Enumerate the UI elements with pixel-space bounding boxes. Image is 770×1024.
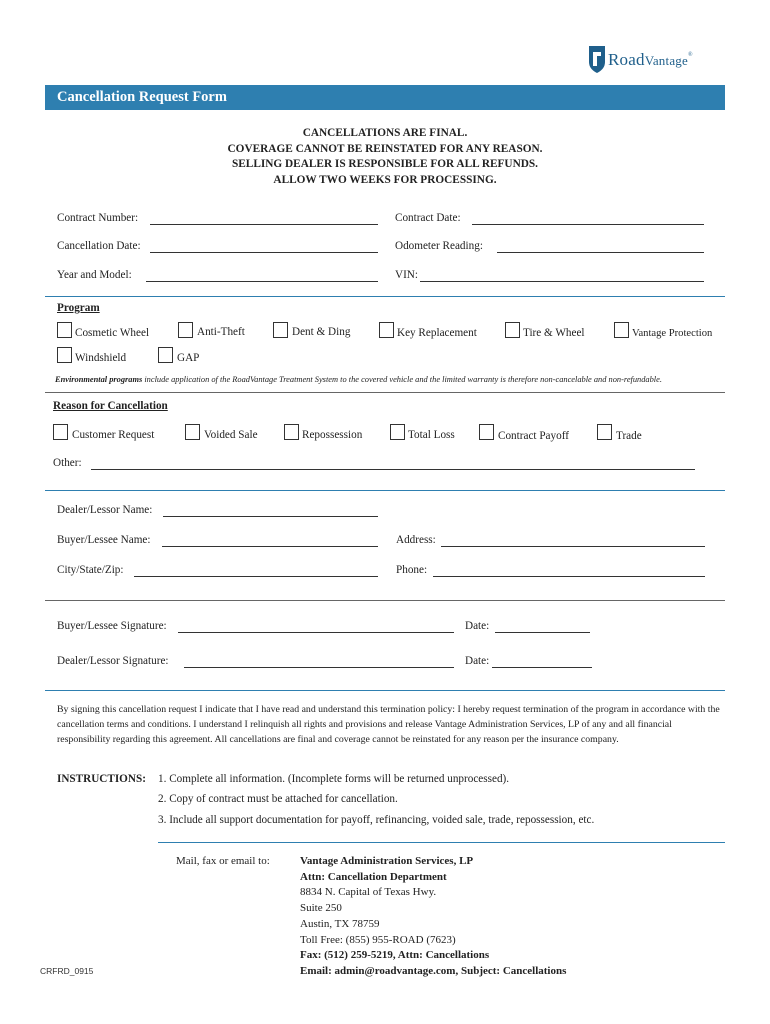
logo-wordmark: RoadVantage® xyxy=(608,50,693,69)
notice-line: SELLING DEALER IS RESPONSIBLE FOR ALL REFUNDS. xyxy=(231,158,539,171)
buyer-date-field[interactable] xyxy=(495,632,590,633)
dealer-date-label: Date: xyxy=(465,655,490,667)
divider xyxy=(45,392,725,393)
odometer-reading-label: Odometer Reading: xyxy=(395,240,483,252)
dealer-signature-field[interactable] xyxy=(184,667,454,668)
environmental-programs-note: Environmental programs include application of the RoadVantage Treatment System to the covered vehicle and the limited warranty is therefore non-cancelable and non-refundable. xyxy=(55,375,662,384)
roadvantage-logo xyxy=(586,44,732,78)
customer-request-label: Customer Request xyxy=(72,429,155,441)
windshield-label: Windshield xyxy=(75,352,127,364)
voided-sale-label: Voided Sale xyxy=(204,429,258,441)
instruction-item: 2. Copy of contract must be attached for cancellation. xyxy=(158,793,398,805)
dealer-signature-label: Dealer/Lessor Signature: xyxy=(57,655,169,667)
address-field[interactable] xyxy=(441,546,705,547)
dent-ding-checkbox[interactable] xyxy=(273,322,288,338)
city-state-zip-label: City/State/Zip: xyxy=(57,564,124,576)
reason-section-title: Reason for Cancellation xyxy=(53,400,168,412)
buyer-signature-label: Buyer/Lessee Signature: xyxy=(57,620,167,632)
address-attn: Attn: Cancellation Department xyxy=(300,870,447,883)
vin-label: VIN: xyxy=(395,269,418,281)
year-model-label: Year and Model: xyxy=(57,269,132,281)
address-toll-free: Toll Free: (855) 955-ROAD (7623) xyxy=(300,933,456,946)
trade-checkbox[interactable] xyxy=(597,424,612,440)
trade-label: Trade xyxy=(616,430,642,442)
anti-theft-label: Anti-Theft xyxy=(197,326,245,338)
contract-number-field[interactable] xyxy=(150,224,378,225)
buyer-date-label: Date: xyxy=(465,620,490,632)
city-state-zip-field[interactable] xyxy=(134,576,378,577)
instruction-item: 1. Complete all information. (Incomplete forms will be returned unprocessed). xyxy=(158,773,510,785)
contract-number-label: Contract Number: xyxy=(57,212,139,224)
vantage-protection-label: Vantage Protection xyxy=(632,328,713,339)
address-fax: Fax: (512) 259-5219, Attn: Cancellations xyxy=(300,949,490,962)
address-city: Austin, TX 78759 xyxy=(300,917,380,930)
buyer-name-field[interactable] xyxy=(162,546,378,547)
vantage-protection-checkbox[interactable] xyxy=(614,322,629,338)
other-field[interactable] xyxy=(91,469,695,470)
form-title-bar xyxy=(45,85,725,110)
shield-logo-icon xyxy=(586,44,608,74)
odometer-reading-field[interactable] xyxy=(497,252,704,253)
instructions-label: INSTRUCTIONS: xyxy=(57,773,146,785)
divider xyxy=(45,690,725,691)
divider xyxy=(158,842,725,843)
form-code: CRFRD_0915 xyxy=(40,966,94,976)
contract-payoff-label: Contract Payoff xyxy=(498,430,569,442)
cosmetic-wheel-label: Cosmetic Wheel xyxy=(75,327,150,339)
dent-ding-label: Dent & Ding xyxy=(292,326,351,338)
agreement-text: By signing this cancellation request I indicate that I have read and understand this termination policy: I hereby request termination of the program in accordance with the cancellation terms and conditions. I understand I relinquish all rights and provisions and release Vantage Administration Services, LP of any and all financial responsibility regarding this agreement. All cancellations are final and coverage cannot be reinstated for any reason per the insurance company. xyxy=(57,704,720,745)
address-email: Email: admin@roadvantage.com, Subject: Cancellations xyxy=(300,964,567,977)
divider xyxy=(45,600,725,601)
dealer-name-label: Dealer/Lessor Name: xyxy=(57,504,153,516)
gap-label: GAP xyxy=(177,352,200,364)
total-loss-checkbox[interactable] xyxy=(390,424,405,440)
year-model-field[interactable] xyxy=(146,281,378,282)
notice-line: CANCELLATIONS ARE FINAL. xyxy=(302,127,468,139)
contract-payoff-checkbox[interactable] xyxy=(479,424,494,440)
total-loss-label: Total Loss xyxy=(408,429,455,441)
notice-line: ALLOW TWO WEEKS FOR PROCESSING. xyxy=(273,174,497,187)
customer-request-checkbox[interactable] xyxy=(53,424,68,440)
key-replacement-checkbox[interactable] xyxy=(379,322,394,338)
dealer-date-field[interactable] xyxy=(492,667,592,668)
buyer-signature-field[interactable] xyxy=(178,632,454,633)
buyer-name-label: Buyer/Lessee Name: xyxy=(57,534,151,546)
instruction-item: 3. Include all support documentation for payoff, refinancing, voided sale, trade, repossession, etc. xyxy=(158,814,595,826)
voided-sale-checkbox[interactable] xyxy=(185,424,200,440)
notice-block xyxy=(45,126,725,189)
contract-date-label: Contract Date: xyxy=(395,212,461,224)
divider xyxy=(45,490,725,491)
phone-label: Phone: xyxy=(396,564,428,576)
contract-date-field[interactable] xyxy=(472,224,704,225)
anti-theft-checkbox[interactable] xyxy=(178,322,193,338)
tire-wheel-checkbox[interactable] xyxy=(505,322,520,338)
address-suite: Suite 250 xyxy=(300,902,342,915)
cosmetic-wheel-checkbox[interactable] xyxy=(57,322,72,338)
address-label: Address: xyxy=(396,534,436,546)
tire-wheel-label: Tire & Wheel xyxy=(523,327,585,339)
cancellation-date-field[interactable] xyxy=(150,252,378,253)
form-title: Cancellation Request Form xyxy=(57,89,227,105)
windshield-checkbox[interactable] xyxy=(57,347,72,363)
other-label: Other: xyxy=(53,457,82,469)
dealer-name-field[interactable] xyxy=(163,516,378,517)
mail-label: Mail, fax or email to: xyxy=(176,855,270,867)
mailing-address xyxy=(300,854,566,980)
phone-field[interactable] xyxy=(433,576,705,577)
notice-line: COVERAGE CANNOT BE REINSTATED FOR ANY REASON. xyxy=(227,142,543,155)
vin-field[interactable] xyxy=(420,281,704,282)
cancellation-date-label: Cancellation Date: xyxy=(57,240,141,252)
program-section-title: Program xyxy=(57,302,100,314)
address-company: Vantage Administration Services, LP xyxy=(300,855,474,867)
address-street: 8834 N. Capital of Texas Hwy. xyxy=(300,886,437,899)
repossession-label: Repossession xyxy=(302,429,363,441)
repossession-checkbox[interactable] xyxy=(284,424,299,440)
gap-checkbox[interactable] xyxy=(158,347,173,363)
key-replacement-label: Key Replacement xyxy=(397,327,477,339)
divider xyxy=(45,296,725,297)
